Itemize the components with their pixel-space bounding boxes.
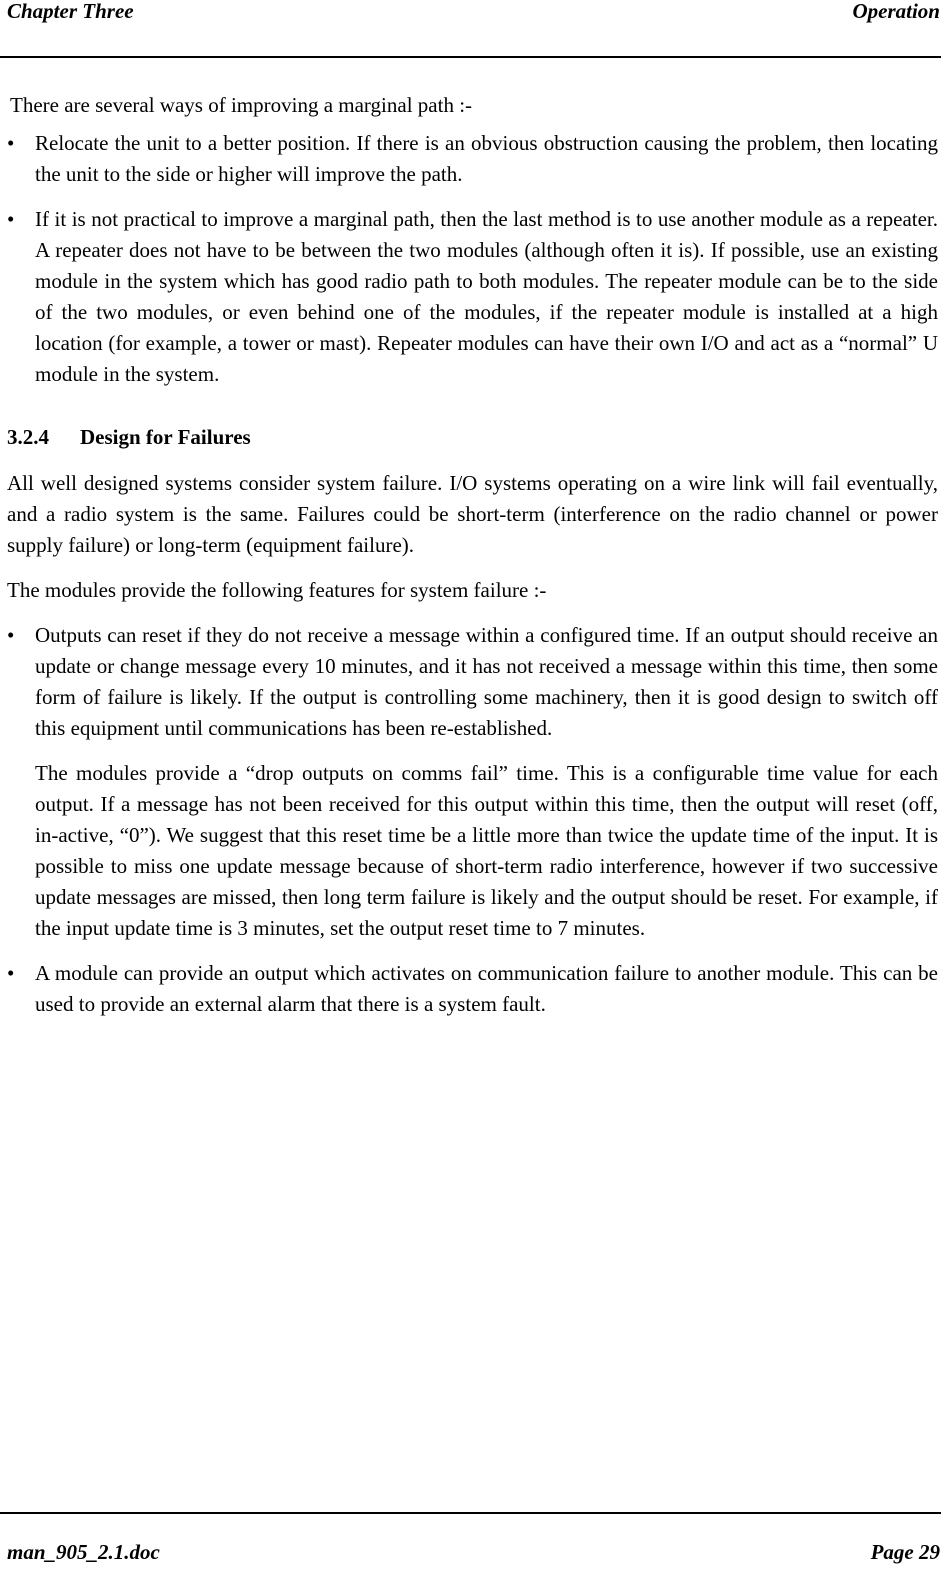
section-title: Design for Failures [80, 425, 251, 449]
paragraph: All well designed systems consider system failure. I/O systems operating on a wire link will fail eventually, and a radio system is the same. Failures could be short-term (interference on the radio channel or power supply failure) or long-term (equipment failure). [7, 471, 938, 557]
footer-filename: man_905_2.1.doc [7, 1540, 160, 1564]
page-body [7, 90, 938, 1020]
header-rule [0, 56, 941, 58]
list-item [7, 958, 938, 1020]
header-section: Operation [852, 0, 940, 23]
list-item-text: A module can provide an output which activates on communication failure to another module. This can be used to provide an external alarm that there is a system fault. [35, 961, 938, 1016]
list-item-text: Outputs can reset if they do not receive a message within a configured time. If an output should receive an update or change message every 10 minutes, and it has not received a message within this time, then some form of failure is likely. If the output is controlling some machinery, then it is good design to switch off this equipment until communications has been re-established. [35, 623, 938, 740]
page-footer [7, 1540, 940, 1570]
section-heading [7, 422, 938, 453]
list-item [7, 620, 938, 744]
section-number: 3.2.4 [7, 425, 49, 449]
list-item [7, 128, 938, 190]
intro-text: There are several ways of improving a marginal path :- [10, 93, 473, 117]
paragraph: The modules provide the following features for system failure :- [7, 578, 547, 602]
bullet-icon: • [7, 961, 15, 985]
list-item [7, 204, 938, 390]
page-header [7, 0, 940, 24]
indented-paragraph: The modules provide a “drop outputs on comms fail” time. This is a configurable time value for each output. If a message has not been received for this output within this time, then the output will reset (off, in-active, “0”). We suggest that this reset time be a little more than twice the update time of the input. It is possible to miss one update message because of short-term radio interference, however if two successive update messages are missed, then long term failure is likely and the output should be reset. For example, if the input update time is 3 minutes, set the output reset time to 7 minutes. [35, 761, 938, 940]
list-item-text: Relocate the unit to a better position. If there is an obvious obstruction causing the problem, then locating the unit to the side or higher will improve the path. [35, 131, 938, 186]
footer-page-number: Page 29 [870, 1540, 940, 1564]
bullet-icon: • [7, 131, 15, 155]
bullet-icon: • [7, 623, 15, 647]
header-chapter: Chapter Three [7, 0, 134, 23]
bullet-icon: • [7, 207, 15, 231]
list-item-text: If it is not practical to improve a marginal path, then the last method is to use another module as a repeater. A repeater does not have to be between the two modules (although often it is). If possible, use an existing module in the system which has good radio path to both modules. The repeater module can be to the side of the two modules, or even behind one of the modules, if the repeater module is installed at a high location (for example, a tower or mast). Repeater modules can have their own I/O and act as a “normal” U module in the system. [35, 207, 938, 386]
footer-rule [0, 1512, 941, 1514]
